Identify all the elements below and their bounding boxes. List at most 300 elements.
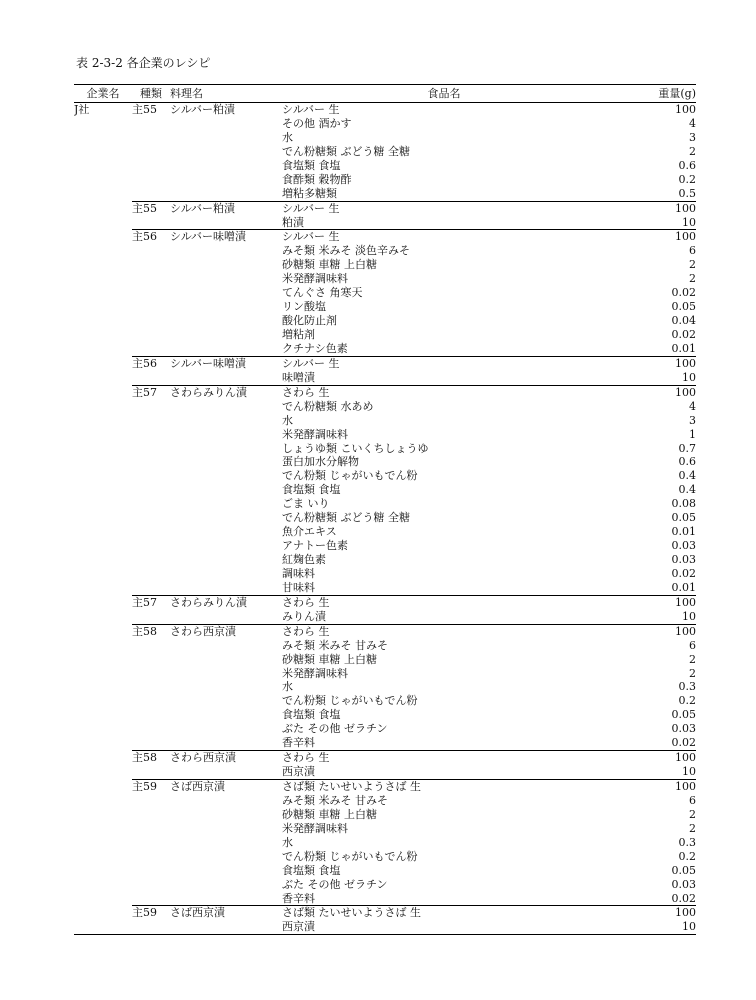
table-row: [74, 525, 696, 539]
type-cell: [132, 722, 170, 736]
food-name-cell: 蛋白加水分解物: [282, 455, 359, 469]
type-cell: [132, 736, 170, 750]
food-name-cell: 香辛料: [282, 736, 315, 750]
type-cell: [132, 145, 170, 159]
company-cell: [74, 258, 132, 272]
company-cell: [74, 272, 132, 286]
dish-name-cell: [170, 680, 282, 694]
table-row: [74, 794, 696, 808]
food-name-cell: 味噌漬: [282, 370, 315, 384]
type-cell: 主57: [132, 385, 170, 399]
type-cell: [132, 610, 170, 624]
type-cell: [132, 300, 170, 314]
company-cell: [74, 497, 132, 511]
company-cell: [74, 794, 132, 808]
company-cell: [74, 356, 132, 370]
header-weight: 重量(g): [606, 85, 696, 103]
weight-cell: 6: [689, 244, 696, 258]
food-name-cell: 水: [282, 835, 293, 849]
weight-cell: 0.05: [671, 708, 696, 722]
food-name-cell: 食塩類 食塩: [282, 158, 341, 172]
header-food: 食品名: [282, 85, 606, 103]
food-name-cell: ごま いり: [282, 497, 330, 511]
dish-name-cell: [170, 553, 282, 567]
weight-cell: 0.03: [671, 722, 696, 736]
weight-cell: 10: [682, 215, 696, 229]
weight-cell: 0.02: [671, 736, 696, 750]
food-name-cell: 砂糖類 車糖 上白糖: [282, 652, 377, 666]
type-cell: [132, 371, 170, 385]
table-row: [74, 483, 696, 497]
table-row: [74, 385, 696, 399]
food-name-cell: 紅麹色素: [282, 553, 326, 566]
food-name-cell: 甘味料: [282, 580, 315, 594]
weight-cell: 0.02: [671, 566, 696, 580]
dish-name-cell: [170, 159, 282, 173]
weight-cell: 100: [606, 624, 696, 638]
weight-cell: 10: [606, 920, 696, 934]
table-row: [74, 371, 696, 385]
food-name-cell: その他 酒かす: [282, 116, 352, 130]
type-cell: [132, 864, 170, 878]
food-name-cell: シルバー 生: [282, 356, 606, 370]
dish-name-cell: [170, 920, 282, 934]
dish-name-cell: [170, 639, 282, 653]
table-row: [74, 639, 696, 653]
dish-name-cell: [170, 567, 282, 581]
food-name-cell: シルバー 生: [282, 103, 606, 117]
table-row: [74, 780, 696, 794]
company-cell: [74, 385, 132, 399]
dish-name-cell: [170, 483, 282, 497]
food-name-cell: でん粉糖類 ぶどう糖 全糖: [282, 511, 410, 525]
dish-name-cell: さば西京漬: [170, 780, 282, 794]
weight-cell: 100: [606, 356, 696, 370]
weight-cell: 0.2: [678, 849, 696, 863]
company-cell: [74, 595, 132, 609]
weight-cell: 100: [606, 780, 696, 794]
company-cell: [74, 892, 132, 906]
food-name-cell: シルバー 生: [282, 201, 606, 215]
type-cell: [132, 794, 170, 808]
company-cell: [74, 694, 132, 708]
food-name-cell: リン酸塩: [282, 300, 326, 314]
food-name-cell: 調味料: [282, 566, 315, 580]
company-cell: [74, 328, 132, 342]
weight-cell: 100: [606, 230, 696, 244]
dish-name-cell: [170, 610, 282, 624]
type-cell: 主55: [132, 103, 170, 117]
food-name-cell: 水: [282, 130, 293, 144]
food-name-cell: 水: [282, 680, 293, 694]
company-cell: [74, 680, 132, 694]
type-cell: [132, 455, 170, 469]
dish-name-cell: [170, 314, 282, 328]
food-name-cell: さわら 生: [282, 624, 606, 638]
food-name-cell: 粕漬: [282, 215, 304, 229]
table-row: [74, 230, 696, 244]
table-row: [74, 822, 696, 836]
table-row: [74, 624, 696, 638]
company-cell: [74, 822, 132, 836]
company-cell: [74, 244, 132, 258]
type-cell: [132, 117, 170, 131]
header-company: 企業名: [74, 85, 132, 103]
table-row: [74, 850, 696, 864]
dish-name-cell: [170, 653, 282, 667]
type-cell: 主56: [132, 356, 170, 370]
type-cell: [132, 822, 170, 836]
company-cell: [74, 342, 132, 356]
table-row: [74, 567, 696, 581]
weight-cell: 10: [682, 370, 696, 384]
type-cell: [132, 892, 170, 906]
dish-name-cell: [170, 736, 282, 750]
company-cell: [74, 371, 132, 385]
food-name-cell: 香辛料: [282, 891, 315, 905]
weight-cell: 2: [689, 666, 696, 680]
dish-name-cell: [170, 497, 282, 511]
food-name-cell: でん粉類 じゃがいもでん粉: [282, 849, 418, 863]
food-name-cell: ぶた その他 ゼラチン: [282, 722, 388, 736]
food-name-cell: 魚介エキス: [282, 525, 337, 539]
weight-cell: 0.02: [671, 328, 696, 341]
table-row: [74, 216, 696, 230]
dish-name-cell: [170, 414, 282, 428]
type-cell: [132, 469, 170, 483]
weight-cell: 100: [606, 906, 696, 920]
weight-cell: 0.01: [671, 580, 696, 594]
dish-name-cell: [170, 525, 282, 539]
food-name-cell: みそ類 米みそ 甘みそ: [282, 793, 388, 807]
table-row: [74, 286, 696, 300]
type-cell: [132, 667, 170, 681]
company-cell: [74, 567, 132, 581]
weight-cell: 0.03: [671, 539, 696, 553]
type-cell: [132, 808, 170, 822]
table-row: [74, 201, 696, 215]
type-cell: [132, 400, 170, 414]
company-cell: [74, 920, 132, 934]
company-cell: [74, 414, 132, 428]
table-row: [74, 314, 696, 328]
type-cell: [132, 428, 170, 442]
dish-name-cell: [170, 272, 282, 286]
weight-cell: 0.05: [671, 300, 696, 314]
type-cell: 主59: [132, 906, 170, 920]
weight-cell: 0.01: [671, 525, 696, 539]
weight-cell: 0.03: [671, 553, 696, 566]
dish-name-cell: [170, 216, 282, 230]
company-cell: [74, 836, 132, 850]
dish-name-cell: シルバー粕漬: [170, 103, 282, 117]
company-cell: [74, 624, 132, 638]
company-cell: J社: [74, 103, 90, 116]
table-row: [74, 356, 696, 370]
type-cell: [132, 525, 170, 539]
type-cell: [132, 878, 170, 892]
food-name-cell: シルバー 生: [282, 230, 606, 244]
food-name-cell: 米発酵調味料: [282, 666, 348, 680]
dish-name-cell: [170, 708, 282, 722]
type-cell: [132, 708, 170, 722]
type-cell: [132, 131, 170, 145]
table-row: [74, 497, 696, 511]
company-cell: [74, 400, 132, 414]
dish-name-cell: [170, 850, 282, 864]
food-name-cell: 食塩類 食塩: [282, 708, 341, 722]
dish-name-cell: [170, 892, 282, 906]
table-row: [74, 680, 696, 694]
food-name-cell: さわら 生: [282, 751, 606, 765]
food-name-cell: でん粉類 じゃがいもでん粉: [282, 694, 418, 708]
weight-cell: 100: [606, 385, 696, 399]
weight-cell: 100: [606, 103, 696, 117]
table-row: [74, 539, 696, 553]
weight-cell: 0.01: [671, 341, 696, 355]
company-cell: [74, 780, 132, 794]
type-cell: [132, 258, 170, 272]
type-cell: [132, 694, 170, 708]
recipe-table: [74, 84, 696, 935]
table-row: [74, 595, 696, 609]
dish-name-cell: [170, 794, 282, 808]
type-cell: 主55: [132, 201, 170, 215]
food-name-cell: アナトー色素: [282, 539, 348, 553]
type-cell: [132, 442, 170, 456]
food-name-cell: 食塩類 食塩: [282, 483, 341, 497]
dish-name-cell: [170, 455, 282, 469]
food-name-cell: 増粘剤: [282, 328, 315, 341]
dish-name-cell: [170, 511, 282, 525]
dish-name-cell: [170, 581, 282, 595]
weight-cell: 3: [689, 130, 696, 144]
company-cell: [74, 581, 132, 595]
food-name-cell: 砂糖類 車糖 上白糖: [282, 258, 377, 272]
company-cell: [74, 736, 132, 750]
dish-name-cell: [170, 808, 282, 822]
company-cell: [74, 201, 132, 215]
food-name-cell: 西京漬: [282, 920, 606, 934]
weight-cell: 3: [689, 413, 696, 427]
type-cell: [132, 553, 170, 567]
table-row: [74, 428, 696, 442]
dish-name-cell: さわらみりん漬: [170, 385, 282, 399]
company-cell: [74, 906, 132, 920]
dish-name-cell: [170, 864, 282, 878]
type-cell: [132, 286, 170, 300]
table-row: [74, 751, 696, 765]
weight-cell: 0.2: [678, 172, 696, 186]
weight-cell: 0.4: [678, 469, 696, 483]
food-name-cell: 米発酵調味料: [282, 821, 348, 835]
weight-cell: 2: [689, 807, 696, 821]
company-cell: [74, 667, 132, 681]
type-cell: 主57: [132, 595, 170, 609]
table-row: [74, 722, 696, 736]
dish-name-cell: [170, 145, 282, 159]
dish-name-cell: シルバー粕漬: [170, 201, 282, 215]
dish-name-cell: [170, 694, 282, 708]
food-name-cell: 西京漬: [282, 765, 315, 779]
weight-cell: 100: [606, 751, 696, 765]
table-row: [74, 258, 696, 272]
company-cell: [74, 751, 132, 765]
company-cell: [74, 216, 132, 230]
table-row: [74, 469, 696, 483]
table-row: [74, 864, 696, 878]
type-cell: [132, 850, 170, 864]
type-cell: [132, 497, 170, 511]
table-row: [74, 653, 696, 667]
weight-cell: 0.02: [671, 891, 696, 905]
weight-cell: 0.7: [678, 441, 696, 455]
food-name-cell: 増粘多糖類: [282, 186, 337, 200]
weight-cell: 2: [689, 652, 696, 666]
food-name-cell: 酸化防止剤: [282, 314, 337, 328]
company-cell: [74, 864, 132, 878]
table-row: [74, 442, 696, 456]
type-cell: 主59: [132, 780, 170, 794]
food-name-cell: 食塩類 食塩: [282, 863, 341, 877]
table-row: [74, 836, 696, 850]
weight-cell: 4: [689, 399, 696, 413]
table-row: [74, 610, 696, 624]
table-row: [74, 173, 696, 187]
type-cell: [132, 639, 170, 653]
type-cell: 主56: [132, 230, 170, 244]
dish-name-cell: [170, 187, 282, 201]
weight-cell: 100: [606, 201, 696, 215]
dish-name-cell: [170, 173, 282, 187]
food-name-cell: ぶた その他 ゼラチン: [282, 877, 388, 891]
type-cell: [132, 314, 170, 328]
type-cell: [132, 567, 170, 581]
type-cell: [132, 272, 170, 286]
table-row: [74, 187, 696, 201]
dish-name-cell: [170, 667, 282, 681]
company-cell: [74, 469, 132, 483]
company-cell: [74, 300, 132, 314]
table-row: [74, 553, 696, 567]
food-name-cell: さば類 たいせいようさば 生: [282, 906, 606, 920]
type-cell: [132, 414, 170, 428]
type-cell: [132, 836, 170, 850]
type-cell: [132, 765, 170, 779]
company-cell: [74, 722, 132, 736]
table-row: [74, 708, 696, 722]
table-row: [74, 511, 696, 525]
weight-cell: 0.04: [671, 314, 696, 328]
weight-cell: 0.3: [678, 835, 696, 849]
dish-name-cell: [170, 442, 282, 456]
food-name-cell: 食酢類 穀物酢: [282, 172, 352, 186]
food-name-cell: でん粉糖類 水あめ: [282, 399, 374, 413]
table-row: [74, 906, 696, 920]
dish-name-cell: さば西京漬: [170, 906, 282, 920]
weight-cell: 4: [689, 116, 696, 130]
dish-name-cell: [170, 400, 282, 414]
table-row: [74, 103, 696, 117]
weight-cell: 2: [689, 272, 696, 286]
table-row: [74, 328, 696, 342]
table-row: [74, 131, 696, 145]
type-cell: [132, 483, 170, 497]
type-cell: [132, 159, 170, 173]
dish-name-cell: [170, 878, 282, 892]
type-cell: 主58: [132, 751, 170, 765]
dish-name-cell: [170, 300, 282, 314]
company-cell: [74, 187, 132, 201]
company-cell: [74, 117, 132, 131]
weight-cell: 10: [682, 609, 696, 623]
company-cell: [74, 708, 132, 722]
type-cell: [132, 539, 170, 553]
weight-cell: 0.05: [671, 511, 696, 525]
type-cell: [132, 653, 170, 667]
type-cell: [132, 680, 170, 694]
type-cell: 主58: [132, 624, 170, 638]
weight-cell: 0.6: [678, 158, 696, 172]
dish-name-cell: さわらみりん漬: [170, 595, 282, 609]
dish-name-cell: [170, 328, 282, 342]
type-cell: [132, 581, 170, 595]
table-header-row: [74, 85, 696, 103]
table-row: [74, 892, 696, 906]
food-name-cell: でん粉糖類 ぶどう糖 全糖: [282, 144, 410, 158]
table-row: [74, 694, 696, 708]
dish-name-cell: [170, 342, 282, 356]
type-cell: [132, 342, 170, 356]
weight-cell: 0.05: [671, 863, 696, 877]
dish-name-cell: [170, 722, 282, 736]
table-row: [74, 159, 696, 173]
food-name-cell: さわら 生: [282, 595, 606, 609]
food-name-cell: しょうゆ類 こいくちしょうゆ: [282, 441, 429, 455]
company-cell: [74, 131, 132, 145]
company-cell: [74, 173, 132, 187]
type-cell: [132, 173, 170, 187]
weight-cell: 2: [689, 258, 696, 272]
weight-cell: 0.08: [671, 497, 696, 511]
type-cell: [132, 328, 170, 342]
company-cell: [74, 765, 132, 779]
dish-name-cell: [170, 539, 282, 553]
weight-cell: 2: [689, 821, 696, 835]
food-name-cell: みりん漬: [282, 609, 326, 623]
type-cell: [132, 187, 170, 201]
dish-name-cell: [170, 371, 282, 385]
table-row: [74, 244, 696, 258]
weight-cell: 2: [689, 144, 696, 158]
dish-name-cell: [170, 765, 282, 779]
dish-name-cell: さわら西京漬: [170, 751, 282, 765]
food-name-cell: みそ類 米みそ 淡色辛みそ: [282, 244, 410, 258]
company-cell: [74, 553, 132, 567]
table-row: [74, 455, 696, 469]
company-cell: [74, 455, 132, 469]
weight-cell: 0.4: [678, 483, 696, 497]
company-cell: [74, 511, 132, 525]
weight-cell: 0.3: [678, 680, 696, 694]
weight-cell: 10: [682, 765, 696, 779]
food-name-cell: 砂糖類 車糖 上白糖: [282, 807, 377, 821]
table-row: [74, 414, 696, 428]
table-row: [74, 878, 696, 892]
type-cell: [132, 216, 170, 230]
table-row: [74, 117, 696, 131]
header-type: 種類: [132, 85, 170, 103]
